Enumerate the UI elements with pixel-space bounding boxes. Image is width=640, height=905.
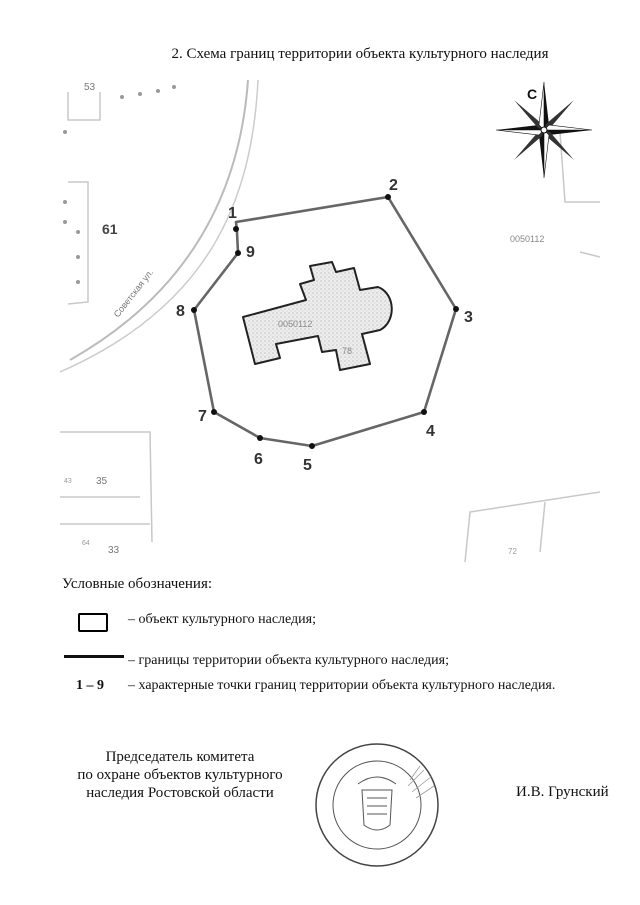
boundary-point (453, 306, 459, 312)
legend-text: – характерные точки границ территории объекта культурного наследия. (128, 678, 556, 693)
boundary-point (421, 409, 427, 415)
compass-north-label: С (527, 86, 538, 102)
survey-dot (172, 85, 176, 89)
boundary-point-label: 1 (228, 205, 237, 222)
boundary-point (235, 250, 241, 256)
survey-dot (76, 230, 80, 234)
boundary-point (191, 307, 197, 313)
parcel-line (68, 92, 100, 120)
heritage-building (243, 262, 392, 370)
signatory-name: И.В. Грунский (516, 784, 609, 800)
survey-dot (138, 92, 142, 96)
small-number: 64 (82, 540, 90, 547)
boundary-point (309, 443, 315, 449)
block-number: 53 (84, 82, 96, 93)
compass-rose-icon (496, 82, 592, 178)
boundary-point-label: 5 (303, 457, 312, 474)
line-icon (64, 655, 124, 658)
block-number: 72 (508, 547, 517, 556)
boundary-point-label: 3 (464, 309, 473, 326)
survey-dot (63, 200, 67, 204)
boundary-point-label: 6 (254, 451, 263, 468)
survey-dot (63, 220, 67, 224)
survey-dot (120, 95, 124, 99)
parcel-line (540, 502, 545, 552)
site-map (60, 72, 600, 564)
boundary-point-label: 8 (176, 303, 185, 320)
signatory-position (55, 748, 305, 802)
parcel-line (465, 492, 600, 562)
boundary-point (257, 435, 263, 441)
block-number: 61 (102, 221, 118, 237)
survey-dot (76, 255, 80, 259)
parcel-line (580, 252, 600, 257)
boundary-point-label: 9 (246, 244, 255, 261)
legend-text: – объект культурного наследия; (128, 612, 316, 627)
position-line: наследия Ростовской области (86, 785, 274, 801)
survey-dot (156, 89, 160, 93)
parcel-line (560, 132, 600, 202)
building-number: 78 (342, 346, 353, 356)
legend-heading: Условные обозначения: (62, 576, 213, 592)
rectangle-icon (78, 613, 108, 632)
boundary-point-label: 7 (198, 408, 207, 425)
legend-text: – границы территории объекта культурного наследия; (128, 653, 449, 668)
boundary-point (385, 194, 391, 200)
road-edge-line (70, 80, 248, 360)
block-number: 33 (108, 545, 120, 556)
parcel-line (68, 182, 88, 304)
survey-dot (76, 280, 80, 284)
small-number: 43 (64, 478, 72, 485)
boundary-point (211, 409, 217, 415)
cadastral-code: 0050112 (278, 319, 313, 329)
boundary-point-label: 2 (389, 177, 398, 194)
road-edge-line (60, 80, 258, 372)
cadastral-code: 0050112 (510, 234, 545, 244)
block-number: 35 (96, 476, 108, 487)
boundary-point (233, 226, 239, 232)
survey-dot (63, 130, 67, 134)
position-line: Председатель комитета (105, 749, 255, 765)
official-seal (312, 740, 442, 870)
parcel-line (60, 432, 152, 542)
position-line: по охране объектов культурного (77, 767, 283, 783)
page-title: 2. Схема границ территории объекта культурного наследия (171, 46, 549, 62)
boundary-point-label: 4 (426, 423, 435, 440)
points-range-label: 1 – 9 (76, 678, 104, 693)
street-label: Советская ул. (111, 267, 156, 320)
